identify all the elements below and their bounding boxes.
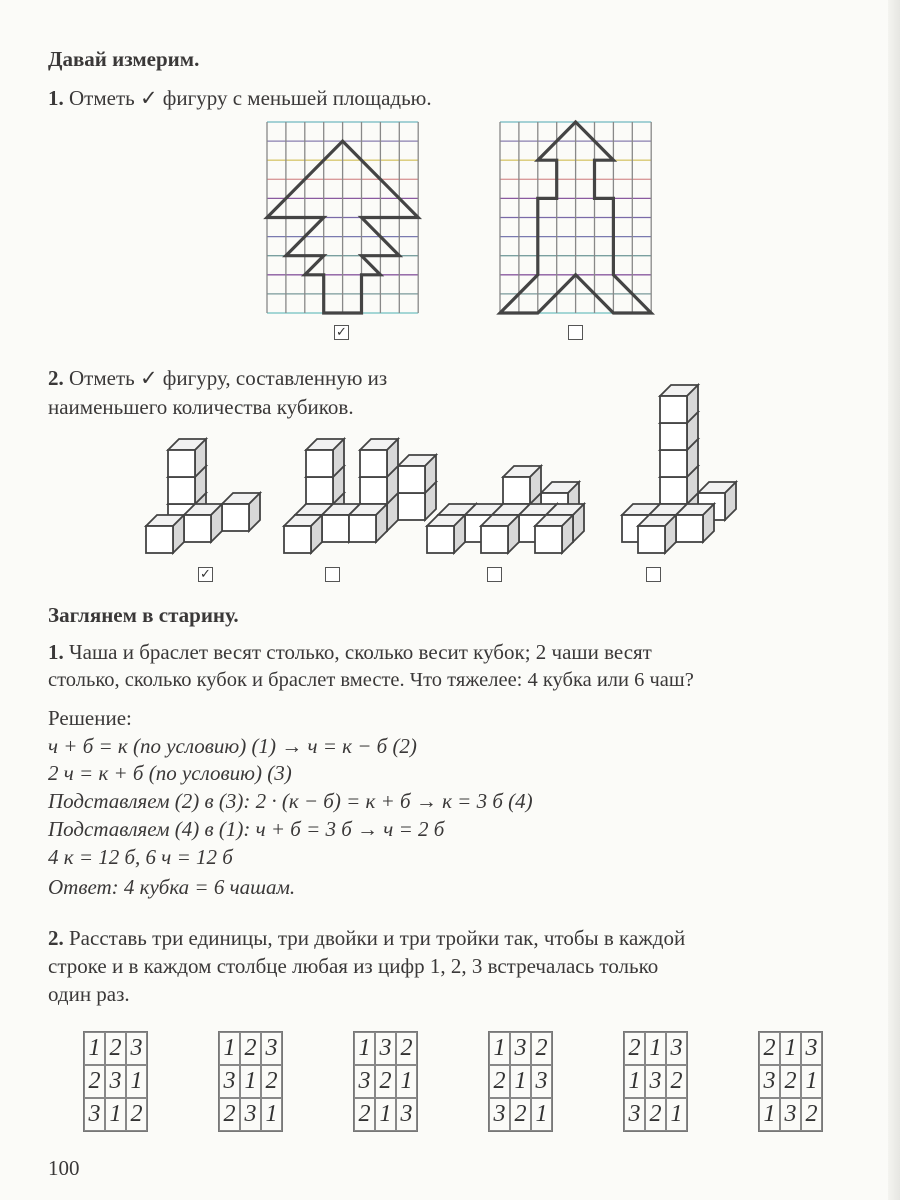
cube-front-face	[676, 515, 703, 542]
grid-cell: 1	[240, 1065, 261, 1098]
solution-line: Подставляем (2) в (3): 2 · (к − б) = к + б → к = 3 б (4)	[48, 789, 533, 813]
cube-front-face	[398, 466, 425, 493]
grid-cell: 2	[780, 1065, 801, 1098]
task-text: Отметь ✓ фигуру, составленную из	[69, 366, 388, 390]
page-number: 100	[48, 1156, 80, 1180]
grid-cell: 1	[645, 1032, 666, 1065]
grid-cell: 2	[666, 1065, 687, 1098]
grid-cell: 2	[624, 1032, 645, 1065]
cube-front-face	[168, 450, 195, 477]
grid-cell: 1	[510, 1065, 531, 1098]
grid-cell: 1	[489, 1032, 510, 1065]
cube-front-face	[146, 526, 173, 553]
grid-cell: 3	[759, 1065, 780, 1098]
section-heading-measure: Давай измерим.	[48, 47, 200, 71]
grid-cell: 3	[84, 1098, 105, 1131]
solution-answer: Ответ: 4 кубка = 6 чашам.	[48, 875, 296, 899]
task-number: 2.	[48, 366, 64, 390]
grid-cell: 1	[261, 1098, 282, 1131]
cube-front-face	[349, 515, 376, 542]
cube-front-face	[184, 515, 211, 542]
grid-cell: 1	[666, 1098, 687, 1131]
grid-cell: 1	[126, 1065, 147, 1098]
number-grid	[488, 1031, 553, 1132]
grid-cell: 3	[219, 1065, 240, 1098]
check-icon: ✓	[200, 567, 211, 582]
grid-cell: 1	[759, 1098, 780, 1131]
task-text: Чаша и браслет весят столько, сколько весит кубок; 2 чаши весят	[69, 640, 652, 664]
checkbox-cubes-2[interactable]	[325, 567, 340, 582]
task-text: Отметь ✓ фигуру с меньшей площадью.	[69, 86, 432, 110]
grid-cell: 2	[84, 1065, 105, 1098]
problem-1-line2: столько, сколько кубок и браслет вместе. Что тяжелее: 4 кубка или 6 чаш?	[48, 669, 694, 691]
task-text: Расставь три единицы, три двойки и три тройки так, чтобы в каждой	[69, 926, 686, 950]
cube-front-face	[398, 493, 425, 520]
grid-cell: 3	[489, 1098, 510, 1131]
grid-cell: 2	[105, 1032, 126, 1065]
grid-cell: 2	[759, 1032, 780, 1065]
problem-2-line1	[48, 925, 685, 951]
checkbox-figure-tree[interactable]	[334, 325, 349, 340]
solution-line: Подставляем (4) в (1): ч + б = 3 б → ч = 2 б	[48, 817, 445, 841]
grid-cell: 2	[801, 1098, 822, 1131]
grid-cell: 3	[510, 1032, 531, 1065]
grid-cell: 3	[375, 1032, 396, 1065]
cube-front-face	[168, 477, 195, 504]
grid-cell: 2	[354, 1098, 375, 1131]
cube-front-face	[660, 450, 687, 477]
cube-front-face	[660, 477, 687, 504]
grid-cell: 1	[624, 1065, 645, 1098]
grid-cell: 1	[375, 1098, 396, 1131]
grid-cell: 3	[801, 1032, 822, 1065]
cube-front-face	[322, 515, 349, 542]
grid-cell: 2	[219, 1098, 240, 1131]
grid-cell: 1	[801, 1065, 822, 1098]
grid-cell: 3	[240, 1098, 261, 1131]
grid-cell: 1	[396, 1065, 417, 1098]
number-grid	[83, 1031, 148, 1132]
grid-cell: 3	[666, 1032, 687, 1065]
cube-front-face	[660, 423, 687, 450]
section-heading-old-times: Заглянем в старину.	[48, 603, 239, 627]
grid-cell: 3	[261, 1032, 282, 1065]
grid-cell: 3	[396, 1098, 417, 1131]
cube-front-face	[481, 526, 508, 553]
problem-2-line2: строке и в каждом столбце любая из цифр 1, 2, 3 встречалась только	[48, 954, 659, 978]
grid-cell: 2	[510, 1098, 531, 1131]
checkbox-cubes-1[interactable]	[198, 567, 213, 582]
grid-cell: 3	[531, 1065, 552, 1098]
grid-cell: 2	[396, 1032, 417, 1065]
number-grid	[758, 1031, 823, 1132]
checkbox-figure-arrow[interactable]	[568, 325, 583, 340]
number-grid	[623, 1031, 688, 1132]
cube-front-face	[360, 477, 387, 504]
cube-front-face	[360, 450, 387, 477]
grid-cell: 2	[489, 1065, 510, 1098]
grid-cell: 1	[105, 1098, 126, 1131]
grid-cell: 3	[645, 1065, 666, 1098]
solution-line: 2 ч = к + б (по условию) (3)	[48, 761, 292, 785]
solution-label: Решение:	[48, 706, 132, 730]
cube-front-face	[284, 526, 311, 553]
grid-cell: 3	[780, 1098, 801, 1131]
problem-1-line1	[48, 639, 652, 665]
cube-front-face	[306, 450, 333, 477]
cube-front-face	[503, 477, 530, 504]
checkbox-cubes-3[interactable]	[487, 567, 502, 582]
grid-cell: 1	[219, 1032, 240, 1065]
cube-front-face	[638, 526, 665, 553]
grid-cell: 1	[354, 1032, 375, 1065]
problem-2-line3: один раз.	[48, 982, 130, 1006]
grid-cell: 3	[354, 1065, 375, 1098]
cube-front-face	[222, 504, 249, 531]
grid-cell: 2	[261, 1065, 282, 1098]
grid-cell: 1	[84, 1032, 105, 1065]
grid-cell: 1	[531, 1098, 552, 1131]
cube-front-face	[535, 526, 562, 553]
grid-cell: 2	[126, 1098, 147, 1131]
checkbox-cubes-4[interactable]	[646, 567, 661, 582]
solution-line: 4 к = 12 б, 6 ч = 12 б	[48, 845, 233, 869]
task-2-instruction-line2: наименьшего количества кубиков.	[48, 395, 354, 419]
grid-cell: 2	[375, 1065, 396, 1098]
grid-cell: 3	[105, 1065, 126, 1098]
grid-cell: 1	[780, 1032, 801, 1065]
grid-cell: 2	[531, 1032, 552, 1065]
task-number: 2.	[48, 926, 64, 950]
task-number: 1.	[48, 86, 64, 110]
task-2-instruction-line1	[48, 365, 387, 391]
grid-cell: 2	[240, 1032, 261, 1065]
grid-cell: 2	[645, 1098, 666, 1131]
cube-front-face	[427, 526, 454, 553]
grid-cell: 3	[624, 1098, 645, 1131]
task-number: 1.	[48, 640, 64, 664]
number-grid	[218, 1031, 283, 1132]
check-icon: ✓	[336, 325, 347, 340]
number-grid	[353, 1031, 418, 1132]
cube-front-face	[660, 396, 687, 423]
cube-front-face	[306, 477, 333, 504]
grid-cell: 3	[126, 1032, 147, 1065]
solution-line: ч + б = к (по условию) (1) → ч = к − б (2)	[48, 734, 417, 758]
